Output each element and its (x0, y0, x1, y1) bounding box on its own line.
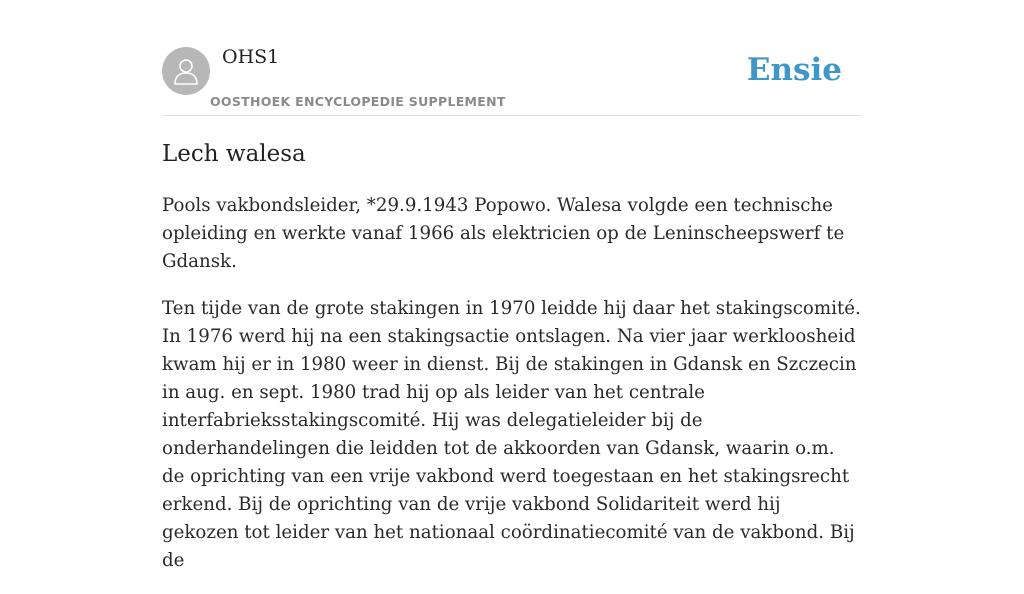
article-paragraph: Pools vakbondsleider, *29.9.1943 Popowo. Walesa volgde een technische opleiding en werkte vanaf 1966 als elektricien op de Leninscheepswerf te Gdansk. (162, 195, 845, 272)
header-divider (162, 115, 862, 116)
username-link[interactable]: OHS1 (222, 46, 280, 68)
article-paragraph: Ten tijde van de grote stakingen in 1970 leidde hij daar het stakingscomité. In 1976 werd hij na een stakingsactie ontslagen. Na vier jaar werkloosheid kwam hij er in 1980 weer in dienst. Bij de stakingen in Gdansk en Szczecin in aug. en sept. 1980 trad hij op als leider van het centrale interfabrieksstakingscomité. Hij was delegatieleider bij de onderhandelingen die leidden tot de akkoorden van Gdansk, waarin o.m. de oprichting van een vrije vakbond werd toegestaan en het stakingsrecht erkend. Bij de oprichting van de vrije vakbond Solidariteit werd hij gekozen tot leider van het nationaal coördinatiecomité van de vakbond. Bij de (162, 298, 861, 571)
source-label: OOSTHOEK ENCYCLOPEDIE SUPPLEMENT (210, 94, 506, 109)
user-avatar-icon (171, 56, 201, 86)
site-logo[interactable]: Ensie (746, 52, 842, 88)
article-title: Lech walesa (162, 141, 306, 167)
article-body (162, 192, 862, 594)
avatar[interactable] (162, 47, 210, 95)
